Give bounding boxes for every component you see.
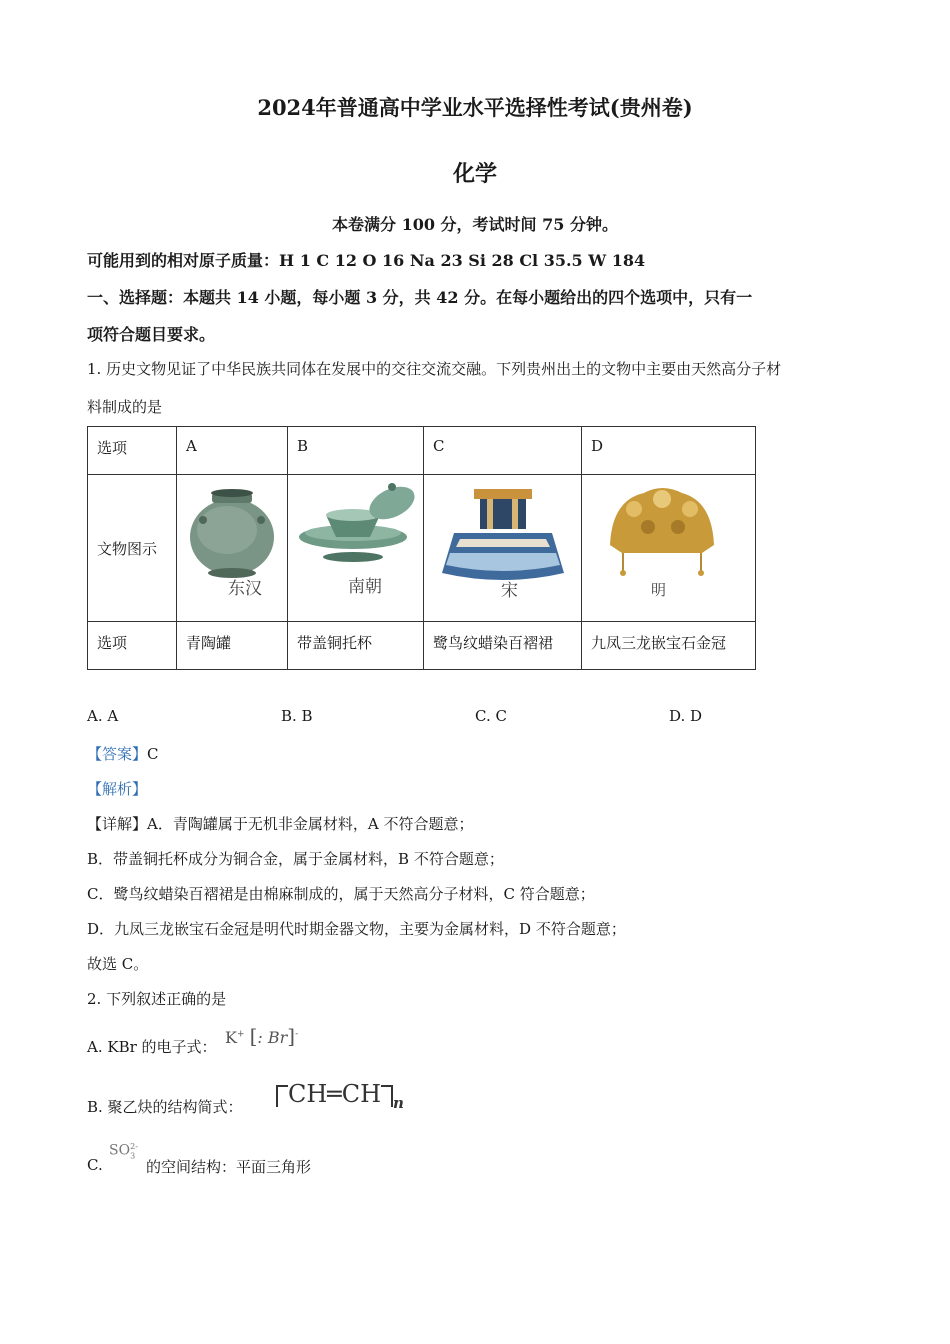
q2-option-b-text: B. 聚乙炔的结构简式： [87, 1098, 243, 1116]
q2-option-c-text: 的空间结构：平面三角形 [146, 1158, 312, 1176]
era-label-a: 东汉 [228, 579, 262, 599]
relic-name-a: 青陶罐 [177, 622, 288, 670]
relic-name-c: 鹭鸟纹蜡染百褶裙 [424, 622, 582, 670]
table-header-label: 选项 [88, 427, 177, 475]
table-name-row-label: 选项 [88, 622, 177, 670]
subject-title: 化学 [452, 161, 497, 187]
relic-image-c [424, 475, 582, 622]
exam-title: 2024年普通高中学业水平选择性考试(贵州卷) [257, 95, 693, 120]
answer-tag: 【答案】 [87, 745, 148, 763]
era-label-c: 宋 [501, 581, 518, 601]
relic-name-b: 带盖铜托杯 [288, 622, 424, 670]
detail-text-a: A．青陶罐属于无机非金属材料，A 不符合题意； [147, 815, 474, 833]
era-label-b: 南朝 [348, 577, 382, 597]
sulfite-sub: 3 [130, 1151, 136, 1161]
relic-image-b [288, 475, 424, 622]
repeat-subscript: n [393, 1093, 404, 1112]
section-heading-line2: 项符合题目要求。 [87, 325, 216, 344]
table-image-row-label: 文物图示 [88, 475, 177, 622]
relic-name-d: 九凤三龙嵌宝石金冠 [582, 622, 756, 670]
detail-tag: 【详解】 [87, 815, 148, 833]
q1-option-c: C. C [475, 707, 507, 725]
q1-option-d: D. D [669, 707, 703, 725]
relic-image-d [582, 475, 756, 622]
q1-conclusion: 故选 C。 [87, 955, 149, 973]
era-label-d: 明 [651, 581, 667, 599]
table-header-d: D [582, 427, 756, 475]
q2-option-a-text: A. KBr 的电子式： [87, 1038, 217, 1056]
q1-stem-line1: 1. 历史文物见证了中华民族共同体在发展中的交往交流交融。下列贵州出土的文物中主要由天然高分子材 [87, 360, 782, 378]
q1-detail-line1 [87, 813, 473, 834]
br-charge: - [295, 1029, 299, 1040]
table-header-b: B [288, 427, 424, 475]
repeat-unit: CH═CH [288, 1080, 382, 1108]
gold-crown-image [582, 475, 755, 602]
polyacetylene-formula [276, 1080, 404, 1112]
q2-option-b [87, 1096, 243, 1117]
q2-option-c-prefix: C. [87, 1156, 103, 1174]
sulfite-sup: 2- [130, 1142, 138, 1151]
q1-detail-line3: C．鹭鸟纹蜡染百褶裙是由棉麻制成的，属于天然高分子材料，C 符合题意； [87, 885, 595, 903]
q1-stem-line2: 料制成的是 [87, 398, 163, 416]
q1-detail-line2: B．带盖铜托杯成分为铜合金，属于金属材料，B 不符合题意； [87, 850, 504, 868]
k-charge: + [236, 1029, 245, 1040]
k-cation: K [225, 1028, 237, 1047]
section-heading-line1: 一、选择题：本题共 14 小题，每小题 3 分，共 42 分。在每小题给出的四个选项中，只有一 [87, 288, 753, 307]
sulfite-formula [109, 1142, 143, 1160]
q1-answer [87, 743, 159, 764]
analysis-tag: 【解析】 [87, 780, 148, 798]
score-line: 本卷满分 100 分，考试时间 75 分钟。 [332, 215, 618, 234]
q2-stem: 2. 下列叙述正确的是 [87, 990, 227, 1008]
relic-image-a [177, 475, 288, 622]
q1-option-b: B. B [281, 707, 313, 725]
table-header-a: A [177, 427, 288, 475]
q1-option-a: A. A [87, 707, 119, 725]
kbr-electron-formula: K+ [: Br]- [225, 1024, 299, 1048]
atomic-masses: 可能用到的相对原子质量：H 1 C 12 O 16 Na 23 Si 28 Cl 35.5 W 184 [87, 251, 646, 270]
answer-value: C [147, 745, 159, 763]
q2-option-c [87, 1156, 103, 1174]
relic-table [87, 426, 756, 670]
br-anion: : Br [257, 1028, 288, 1047]
q2-option-a [87, 1036, 217, 1057]
table-header-c: C [424, 427, 582, 475]
sulfite-base: SO [109, 1142, 131, 1159]
q1-detail-line4: D．九凤三龙嵌宝石金冠是明代时期金器文物，主要为金属材料，D 不符合题意； [87, 920, 626, 938]
